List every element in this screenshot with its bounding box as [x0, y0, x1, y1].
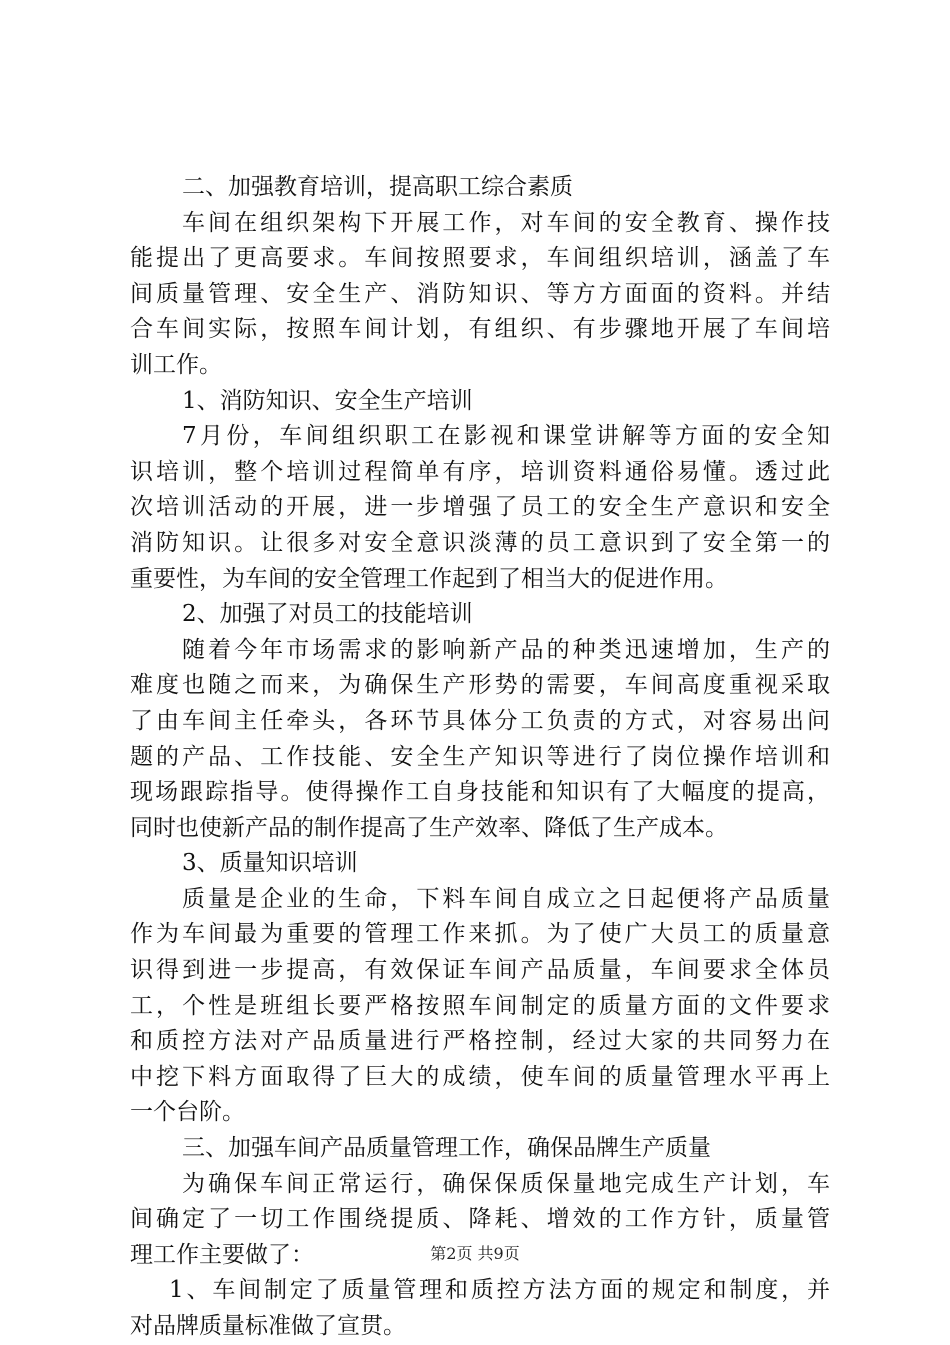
text-line: 1、消防知识、安全生产培训: [182, 387, 473, 414]
text-line: 理工作主要做了：: [130, 1241, 314, 1268]
text-line: 三、加强车间产品质量管理工作，确保品牌生产质量: [182, 1135, 711, 1162]
text-line: 车间在组织架构下开展工作，对车间的安全教育、操作技: [182, 209, 830, 236]
text-line: 工，个性是班组长要严格按照车间制定的质量方面的文件要求: [130, 992, 830, 1019]
text-line: 间确定了一切工作围绕提质、降耗、增效的工作方针，质量管: [130, 1206, 830, 1233]
text-line: 为确保车间正常运行，确保保质保量地完成生产计划，车: [182, 1170, 830, 1197]
text-line: 7月份，车间组织职工在影视和课堂讲解等方面的安全知: [182, 423, 830, 450]
text-line: 中挖下料方面取得了巨大的成绩，使车间的质量管理水平再上: [130, 1063, 830, 1090]
text-line: 识得到进一步提高，有效保证车间产品质量，车间要求全体员: [130, 957, 830, 984]
text-line: 间质量管理、安全生产、消防知识、等方方面面的资料。并结: [130, 280, 830, 307]
text-line: 同时也使新产品的制作提高了生产效率、降低了生产成本。: [130, 814, 728, 841]
text-line: 3、质量知识培训: [182, 850, 358, 877]
text-line: 1、车间制定了质量管理和质控方法方面的规定和制度，并: [169, 1277, 830, 1304]
text-line: 一个台阶。: [130, 1099, 245, 1126]
text-line: 作为车间最为重要的管理工作来抓。为了使广大员工的质量意: [130, 921, 830, 948]
text-line: 现场跟踪指导。使得操作工自身技能和知识有了大幅度的提高，: [130, 779, 830, 806]
text-line: 了由车间主任牵头，各环节具体分工负责的方式，对容易出问: [130, 707, 830, 734]
text-line: 题的产品、工作技能、安全生产知识等进行了岗位操作培训和: [130, 743, 830, 770]
text-line: 和质控方法对产品质量进行严格控制，经过大家的共同努力在: [130, 1028, 830, 1055]
text-line: 识培训，整个培训过程简单有序，培训资料通俗易懂。透过此: [130, 458, 830, 485]
document-body: [130, 170, 830, 1345]
text-line: 2、加强了对员工的技能培训: [182, 601, 473, 628]
text-line: 二、加强教育培训，提高职工综合素质: [182, 174, 573, 200]
text-line: 随着今年市场需求的影响新产品的种类迅速增加，生产的: [182, 636, 830, 663]
page-footer: 第2页 共9页: [430, 1244, 520, 1263]
text-line: 重要性，为车间的安全管理工作起到了相当大的促进作用。: [130, 565, 728, 592]
text-line: 训工作。: [130, 351, 222, 378]
text-line: 合车间实际，按照车间计划，有组织、有步骤地开展了车间培: [130, 316, 830, 343]
text-line: 对品牌质量标准做了宣贯。: [130, 1313, 406, 1339]
text-line: 次培训活动的开展，进一步增强了员工的安全生产意识和安全: [130, 494, 830, 521]
text-line: 难度也随之而来，为确保生产形势的需要，车间高度重视采取: [130, 672, 830, 699]
text-line: 能提出了更高要求。车间按照要求，车间组织培训，涵盖了车: [130, 245, 830, 272]
text-line: 消防知识。让很多对安全意识淡薄的员工意识到了安全第一的: [130, 529, 830, 556]
text-line: 质量是企业的生命，下料车间自成立之日起便将产品质量: [182, 885, 830, 912]
